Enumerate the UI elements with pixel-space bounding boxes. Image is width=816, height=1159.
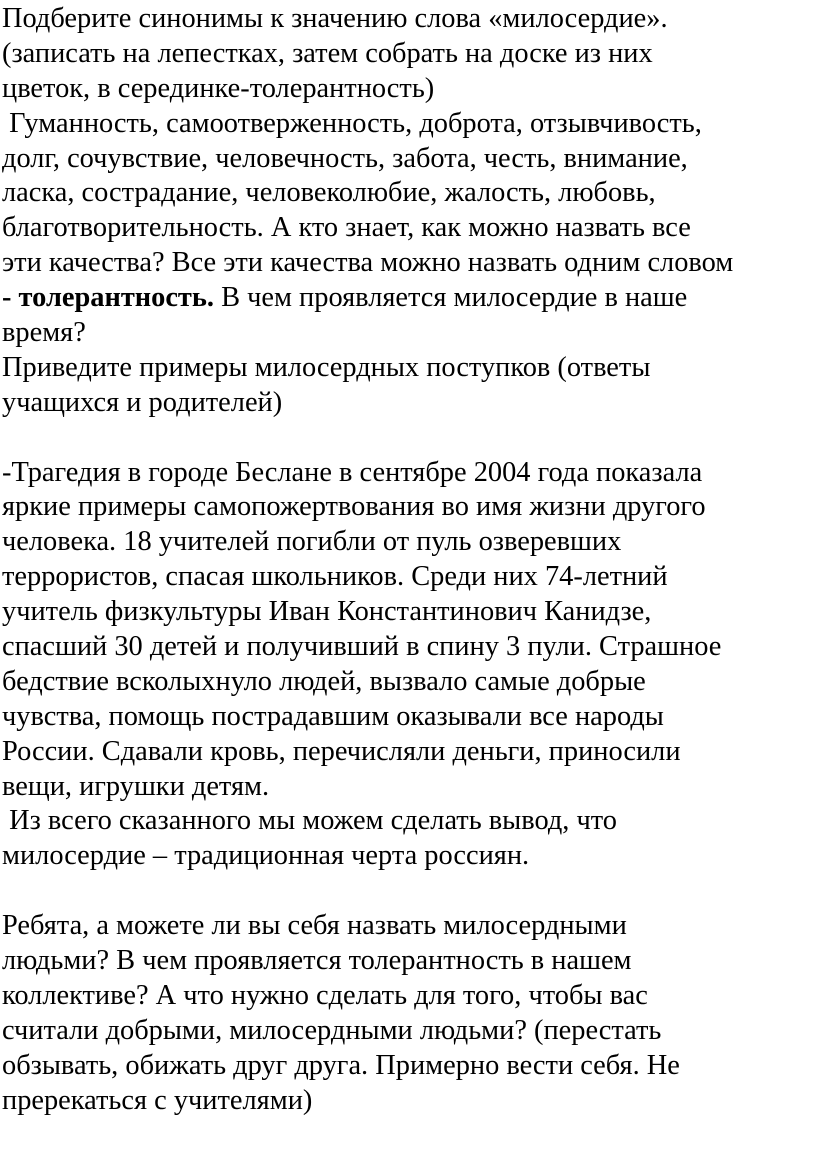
text-line: [2, 281, 816, 316]
text-line: пререкаться с учителями): [2, 1084, 313, 1116]
text-line: обзывать, обижать друг друга. Примерно вести себя. Не: [2, 1049, 680, 1081]
text-line: учитель физкультуры Иван Константинович Канидзе,: [2, 596, 652, 628]
blank-line: [2, 421, 816, 456]
text-line: учащихся и родителей): [2, 386, 283, 418]
text-line: Ребята, а можете ли вы себя назвать милосердными: [2, 910, 627, 942]
document-page: [0, 2, 816, 1159]
text-line: Подберите синонимы к значению слова «милосердие».: [2, 3, 668, 34]
text-line: (записать на лепестках, затем собрать на доске из них: [2, 37, 653, 69]
text-line: вещи, игрушки детям.: [2, 770, 270, 802]
text-line: России. Сдавали кровь, перечисляли деньги, приносили: [2, 735, 681, 767]
text-line: благотворительность. А кто знает, как можно назвать все: [2, 212, 691, 244]
text-line: бедствие всколыхнуло людей, вызвало самые добрые: [2, 665, 646, 697]
text-line: яркие примеры самопожертвования во имя жизни другого: [2, 491, 706, 523]
intro-paragraph: [2, 2, 816, 107]
tolerance-keyword: - толерантность.: [2, 282, 214, 314]
text-line: человека. 18 учителей погибли от пуль озверевших: [2, 526, 622, 558]
text-line: Приведите примеры милосердных поступков (ответы: [2, 351, 651, 383]
text-line: ласка, сострадание, человеколюбие, жалость, любовь,: [2, 177, 656, 209]
text-line: террористов, спасая школьников. Среди них 74-летний: [2, 561, 668, 593]
text-fragment: В чем проявляется милосердие в наше: [213, 282, 688, 314]
conclusion-paragraph: [2, 804, 816, 874]
blank-line: [2, 874, 816, 909]
text-line: эти качества? Все эти качества можно назвать одним словом: [2, 247, 734, 279]
examples-prompt-paragraph: [2, 351, 816, 421]
beslan-paragraph: [2, 456, 816, 805]
text-line: цветок, в серединке-толерантность): [2, 72, 435, 104]
text-line: -Трагедия в городе Беслане в сентябре 2004 года показала: [2, 456, 703, 488]
questions-paragraph: [2, 909, 816, 1118]
text-line: людьми? В чем проявляется толерантность в нашем: [2, 945, 632, 977]
text-line: долг, сочувствие, человечность, забота, честь, внимание,: [2, 142, 688, 174]
text-line: время?: [2, 317, 86, 349]
text-line: спасший 30 детей и получивший в спину 3 пули. Страшное: [2, 631, 722, 663]
text-line: милосердие – традиционная черта россиян.: [2, 840, 530, 872]
text-line: Из всего сказанного мы можем сделать вывод, что: [2, 805, 617, 837]
synonyms-paragraph: [2, 107, 816, 351]
text-line: Гуманность, самоотверженность, доброта, отзывчивость,: [2, 107, 702, 139]
text-line: коллективе? А что нужно сделать для того, чтобы вас: [2, 979, 648, 1011]
text-line: чувства, помощь пострадавшим оказывали все народы: [2, 700, 664, 732]
text-line: считали добрыми, милосердными людьми? (перестать: [2, 1014, 662, 1046]
